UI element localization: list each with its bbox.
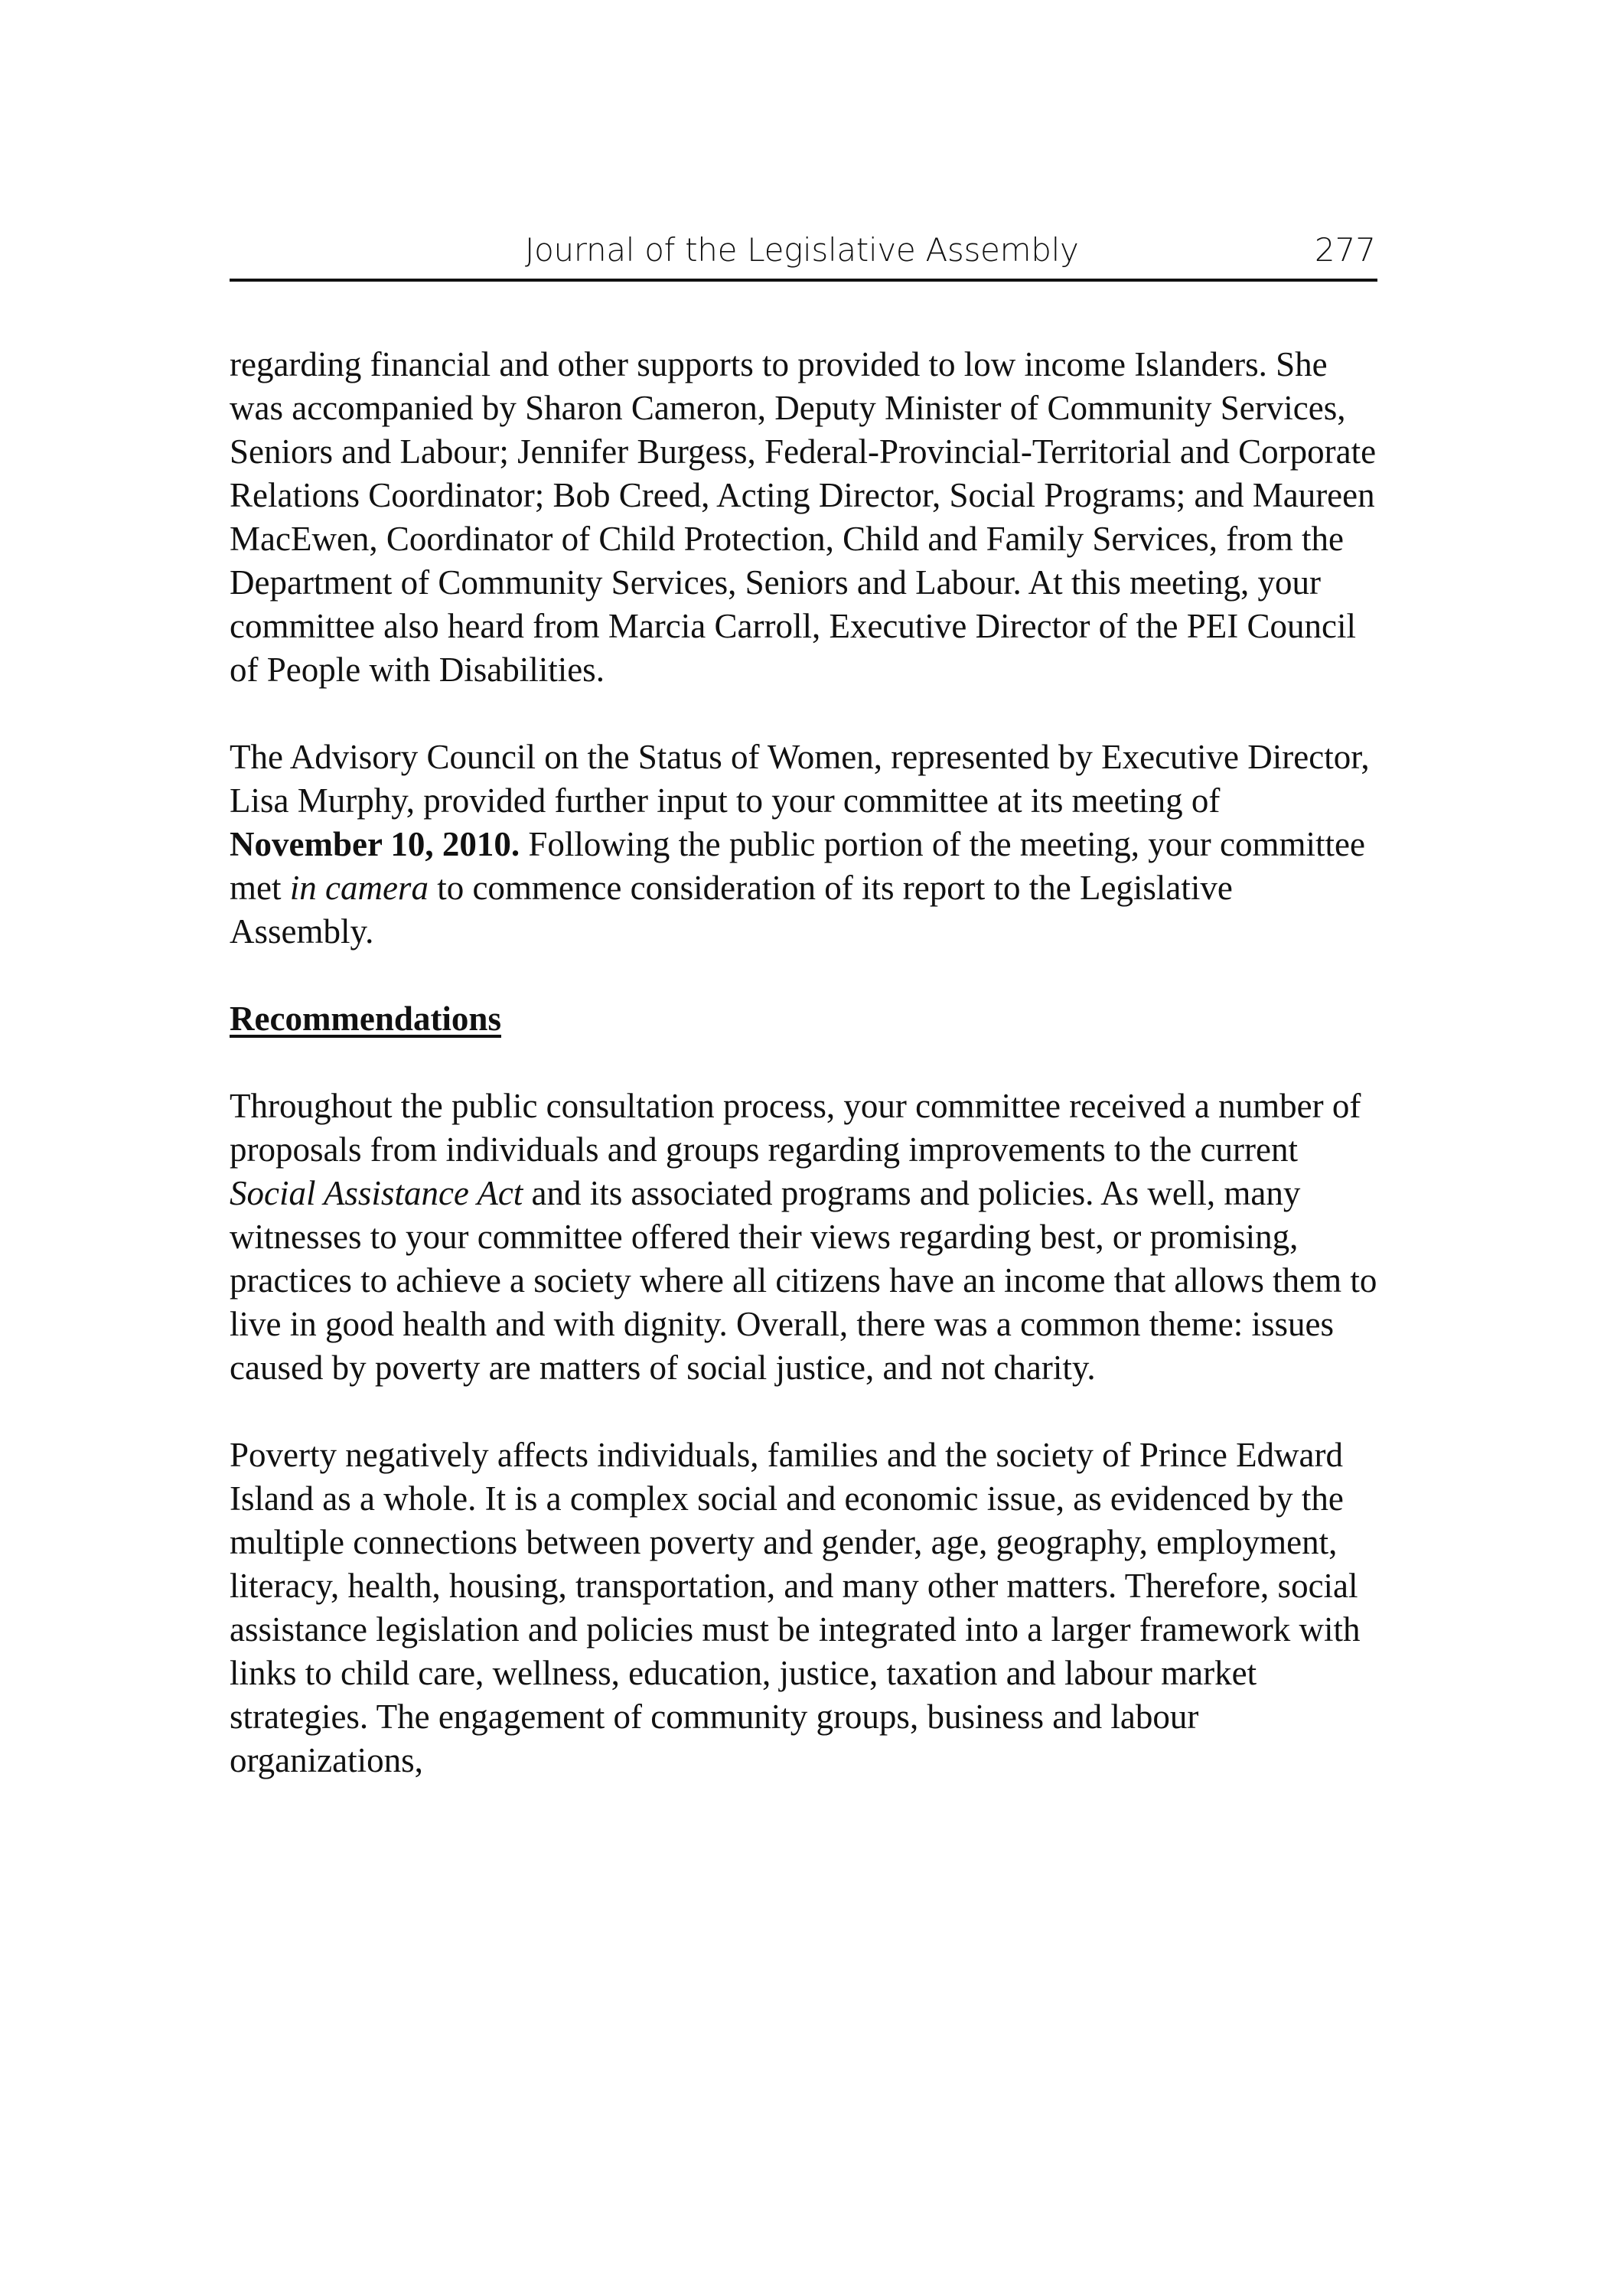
journal-page [230,222,1377,2212]
paragraph-consultation [230,1084,1377,1390]
italic-phrase: in camera [289,869,429,907]
running-title: Journal of the Legislative Assembly [525,231,1079,269]
paragraph-advisory-council [230,735,1377,954]
running-header [230,222,1377,282]
body-text [230,343,1377,1782]
page-number: 277 [1314,231,1376,269]
paragraph-witnesses: regarding financial and other supports to provided to low income Islanders. She was accompanied by Sharon Cameron, Deputy Minister of Community Services, Seniors and Labour; Jennifer Burgess, Federal-Provincial-Territorial and Corporate Relations Coordinator; Bob Creed, Acting Director, Social Programs; and Maureen MacEwen, Coordinator of Child Protection, Child and Family Services, from the Department of Community Services, Seniors and Labour. At this meeting, your committee also heard from Marcia Carroll, Executive Director of the PEI Council of People with Disabilities. [230,345,1377,689]
paragraph-text: and its associated programs and policies. As well, many witnesses to your committee offered their views regarding best, or promising, practices to achieve a society where all citizens have an income that allows them to live in good health and with dignity. Overall, there was a common theme: issues caused by poverty are matters of social justice, and not charity. [230,1174,1377,1387]
paragraph-text: Throughout the public consultation process, your committee received a number of proposals from individuals and groups regarding improvements to the current [230,1087,1361,1169]
paragraph-poverty: Poverty negatively affects individuals, families and the society of Prince Edward Island as a whole. It is a complex social and economic issue, as evidenced by the multiple connections between poverty and gender, age, geography, employment, literacy, health, housing, transportation, and many other matters. Therefore, social assistance legislation and policies must be integrated into a larger framework with links to child care, wellness, education, justice, taxation and labour market strategies. The engagement of community groups, business and labour organizations, [230,1436,1361,1779]
paragraph-text: The Advisory Council on the Status of Women, represented by Executive Director, Lisa Murphy, provided further input to your committee at its meeting of [230,738,1370,820]
paragraph-text: Following the public portion of the meeting, your committee met [230,825,1365,907]
act-title: Social Assistance Act [230,1174,523,1212]
section-heading-recommendations: Recommendations [230,1000,501,1038]
meeting-date: November 10, 2010. [230,825,520,863]
paragraph-text: to commence consideration of its report to the Legislative Assembly. [230,869,1233,951]
